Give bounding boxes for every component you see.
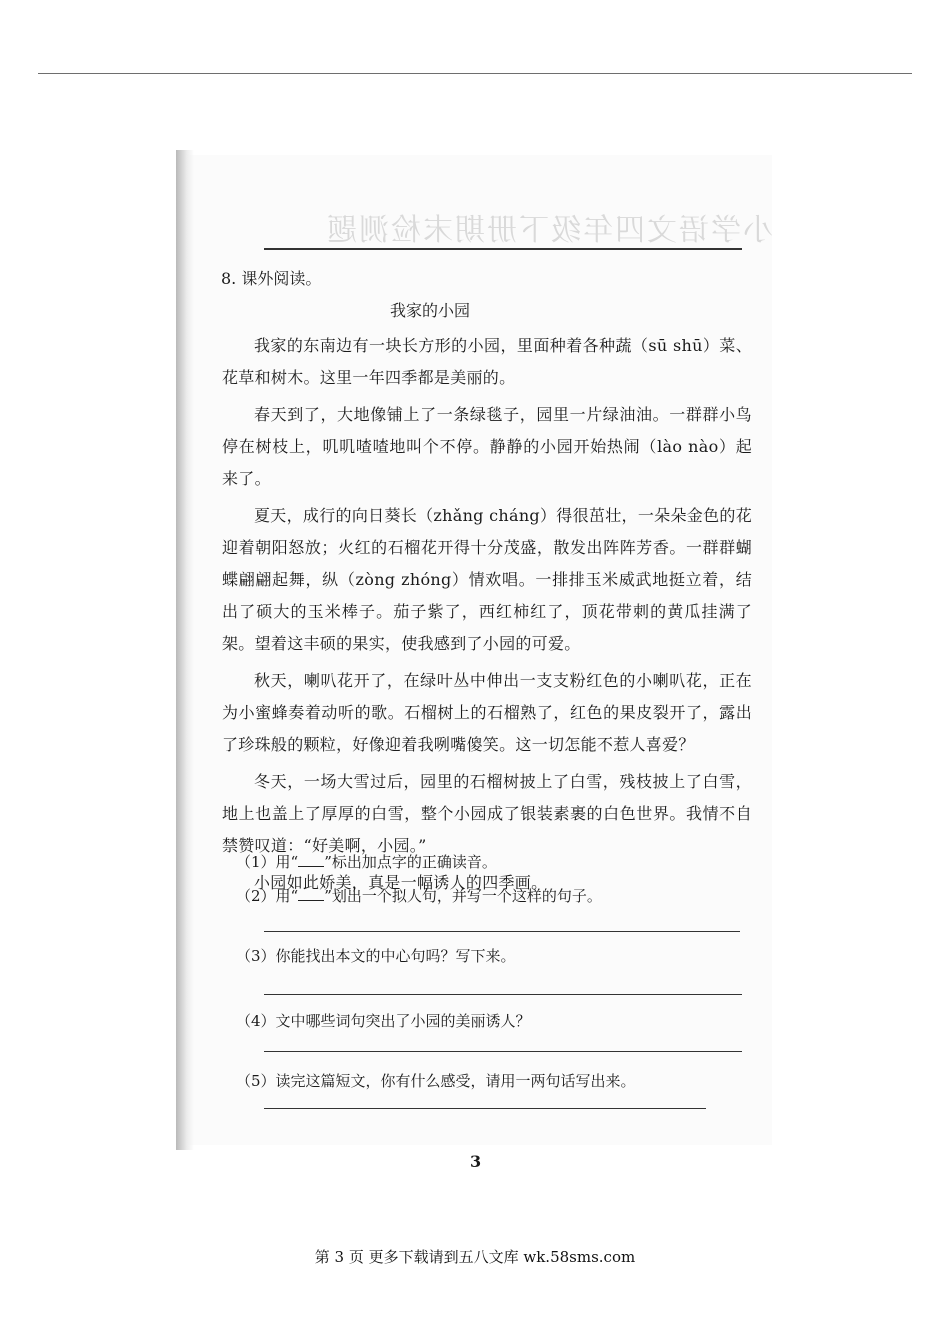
answer-line-2[interactable] [264, 931, 740, 932]
underline-mark [298, 854, 324, 867]
bleed-through-title: 小学语文四年级下册期末检测题 [325, 213, 773, 248]
question-2: （2）用“ ”划出一个拟人句，并写一个这样的句子。 [236, 887, 602, 905]
download-footer: 第 3 页 更多下载请到五八文库 wk.58sms.com [314, 1248, 636, 1266]
top-divider [38, 73, 912, 74]
question-3: （3）你能找出本文的中心句吗？写下来。 [236, 947, 516, 965]
question-5: （5）读完这篇短文，你有什么感受，请用一两句话写出来。 [236, 1072, 636, 1090]
page-number: 3 [470, 1152, 482, 1171]
story-title: 我家的小园 [390, 301, 471, 320]
story-paragraph-3: 夏天，成行的向日葵长（zhǎng cháng）得很茁壮，一朵朵金色的花迎着朝阳怒放；火红的石榴花开得十分茂盛，散发出阵阵芳香。一群群蝴蝶翩翩起舞，纵（zòng zhóng）情欢唱。一排排玉米威武地挺立着，结出了硕大的玉米棒子。茄子紫了，西红柿红了，顶花带刺的黄瓜挂满了架。望着这丰硕的果实，使我感到了小园的可爱。 [222, 506, 752, 653]
story-paragraph-2: 春天到了，大地像铺上了一条绿毯子，园里一片绿油油。一群群小鸟停在树枝上，叽叽喳喳地叫个不停。静静的小园开始热闹（lào nào）起来了。 [222, 405, 752, 488]
section-heading: 8. 课外阅读。 [221, 269, 322, 288]
answer-line-3[interactable] [264, 994, 742, 995]
scan-shadow [176, 150, 194, 1150]
story-paragraph-6: 小园如此娇美，真是一幅诱人的四季画。 [254, 873, 548, 892]
story-paragraph-1: 我家的东南边有一块长方形的小园，里面种着各种蔬（sū shū）菜、花草和树木。这里一年四季都是美丽的。 [222, 336, 752, 387]
question-1: （1）用“ ”标出加点字的正确读音。 [236, 853, 497, 871]
story-body [222, 330, 752, 904]
underline-mark [298, 888, 324, 901]
story-paragraph-4: 秋天，喇叭花开了，在绿叶丛中伸出一支支粉红色的小喇叭花，正在为小蜜蜂奏着动听的歌。石榴树上的石榴熟了，红色的果皮裂开了，露出了珍珠般的颗粒，好像迎着我咧嘴傻笑。这一切怎能不惹人喜爱？ [222, 671, 752, 754]
header-rule [264, 248, 742, 250]
answer-line-4[interactable] [264, 1051, 742, 1052]
question-4: （4）文中哪些词句突出了小园的美丽诱人？ [236, 1012, 531, 1030]
story-paragraph-5: 冬天，一场大雪过后，园里的石榴树披上了白雪，残枝披上了白雪，地上也盖上了厚厚的白雪，整个小园成了银装素裹的白色世界。我情不自禁赞叹道：“好美啊，小园。” [222, 772, 752, 855]
answer-line-5[interactable] [264, 1108, 706, 1109]
